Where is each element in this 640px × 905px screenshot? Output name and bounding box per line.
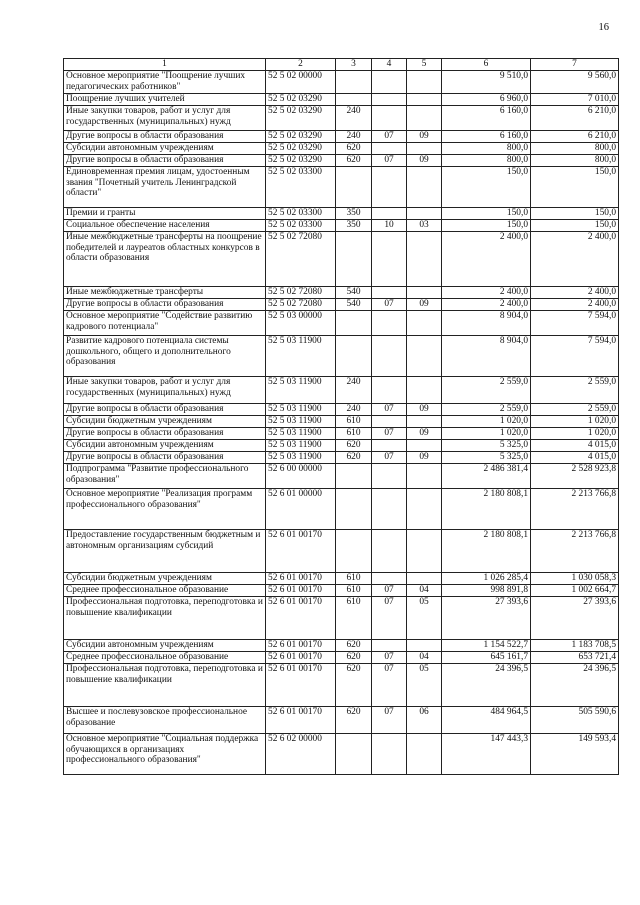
subsection-cell bbox=[407, 311, 442, 336]
table-row bbox=[64, 404, 619, 416]
target-article-code-cell: 52 6 00 00000 bbox=[266, 464, 336, 489]
amount-year-2-cell: 7 594,0 bbox=[531, 311, 619, 336]
subsection-cell: 09 bbox=[407, 404, 442, 416]
amount-year-2-cell: 800,0 bbox=[531, 143, 619, 155]
item-name-cell: Единовременная премия лицам, удостоенным звания "Почетный учитель Ленинградской области" bbox=[64, 167, 266, 208]
amount-year-1-cell: 150,0 bbox=[442, 220, 531, 232]
subsection-cell bbox=[407, 106, 442, 131]
amount-year-2-cell: 149 593,4 bbox=[531, 734, 619, 775]
amount-year-2-cell: 2 400,0 bbox=[531, 299, 619, 311]
subsection-cell bbox=[407, 573, 442, 585]
amount-year-2-cell: 505 590,6 bbox=[531, 707, 619, 734]
expense-type-cell: 610 bbox=[336, 416, 372, 428]
table-row bbox=[64, 336, 619, 377]
target-article-code-cell: 52 5 02 03290 bbox=[266, 155, 336, 167]
header-row bbox=[64, 59, 619, 71]
target-article-code-cell: 52 5 02 03290 bbox=[266, 131, 336, 143]
column-header: 3 bbox=[336, 59, 372, 71]
table-row bbox=[64, 377, 619, 404]
section-cell: 07 bbox=[372, 652, 407, 664]
target-article-code-cell: 52 5 03 00000 bbox=[266, 311, 336, 336]
subsection-cell bbox=[407, 94, 442, 106]
amount-year-2-cell: 4 015,0 bbox=[531, 440, 619, 452]
subsection-cell: 09 bbox=[407, 452, 442, 464]
table-row bbox=[64, 489, 619, 530]
table-row bbox=[64, 707, 619, 734]
table-row bbox=[64, 440, 619, 452]
amount-year-1-cell: 1 154 522,7 bbox=[442, 640, 531, 652]
column-header: 4 bbox=[372, 59, 407, 71]
amount-year-1-cell: 9 510,0 bbox=[442, 71, 531, 94]
table-row bbox=[64, 167, 619, 208]
target-article-code-cell: 52 5 02 03290 bbox=[266, 94, 336, 106]
item-name-cell: Профессиональная подготовка, переподготовка и повышение квалификации bbox=[64, 597, 266, 640]
item-name-cell: Другие вопросы в области образования bbox=[64, 155, 266, 167]
amount-year-2-cell: 24 396,5 bbox=[531, 664, 619, 707]
subsection-cell bbox=[407, 336, 442, 377]
expense-type-cell: 240 bbox=[336, 404, 372, 416]
section-cell bbox=[372, 573, 407, 585]
amount-year-2-cell: 6 210,0 bbox=[531, 106, 619, 131]
amount-year-1-cell: 2 559,0 bbox=[442, 377, 531, 404]
column-header: 7 bbox=[531, 59, 619, 71]
subsection-cell bbox=[407, 464, 442, 489]
table-body bbox=[64, 71, 619, 775]
subsection-cell bbox=[407, 377, 442, 404]
subsection-cell bbox=[407, 167, 442, 208]
item-name-cell: Другие вопросы в области образования bbox=[64, 428, 266, 440]
amount-year-1-cell: 998 891,8 bbox=[442, 585, 531, 597]
amount-year-2-cell: 800,0 bbox=[531, 155, 619, 167]
target-article-code-cell: 52 5 02 72080 bbox=[266, 287, 336, 299]
target-article-code-cell: 52 6 01 00170 bbox=[266, 652, 336, 664]
amount-year-1-cell: 800,0 bbox=[442, 155, 531, 167]
expense-type-cell: 620 bbox=[336, 155, 372, 167]
subsection-cell bbox=[407, 640, 442, 652]
table-row bbox=[64, 464, 619, 489]
amount-year-2-cell: 150,0 bbox=[531, 208, 619, 220]
amount-year-2-cell: 9 560,0 bbox=[531, 71, 619, 94]
column-header: 5 bbox=[407, 59, 442, 71]
amount-year-1-cell: 2 400,0 bbox=[442, 287, 531, 299]
target-article-code-cell: 52 6 02 00000 bbox=[266, 734, 336, 775]
item-name-cell: Другие вопросы в области образования bbox=[64, 131, 266, 143]
subsection-cell: 09 bbox=[407, 428, 442, 440]
amount-year-1-cell: 150,0 bbox=[442, 208, 531, 220]
expense-type-cell: 240 bbox=[336, 106, 372, 131]
item-name-cell: Высшее и послевузовское профессиональное образование bbox=[64, 707, 266, 734]
table-row bbox=[64, 232, 619, 287]
expense-type-cell bbox=[336, 530, 372, 573]
section-cell bbox=[372, 336, 407, 377]
expense-type-cell: 620 bbox=[336, 143, 372, 155]
item-name-cell: Основное мероприятие "Социальная поддержка обучающихся в организациях профессионального образования" bbox=[64, 734, 266, 775]
subsection-cell: 03 bbox=[407, 220, 442, 232]
target-article-code-cell: 52 5 02 03300 bbox=[266, 167, 336, 208]
amount-year-2-cell: 27 393,6 bbox=[531, 597, 619, 640]
table-row bbox=[64, 597, 619, 640]
amount-year-1-cell: 2 486 381,4 bbox=[442, 464, 531, 489]
amount-year-2-cell: 2 559,0 bbox=[531, 377, 619, 404]
amount-year-2-cell: 2 559,0 bbox=[531, 404, 619, 416]
section-cell bbox=[372, 106, 407, 131]
section-cell bbox=[372, 208, 407, 220]
amount-year-1-cell: 27 393,6 bbox=[442, 597, 531, 640]
section-cell bbox=[372, 167, 407, 208]
amount-year-2-cell: 1 020,0 bbox=[531, 416, 619, 428]
subsection-cell bbox=[407, 208, 442, 220]
target-article-code-cell: 52 5 03 11900 bbox=[266, 336, 336, 377]
table-row bbox=[64, 155, 619, 167]
table-row bbox=[64, 94, 619, 106]
section-cell: 07 bbox=[372, 585, 407, 597]
target-article-code-cell: 52 5 03 11900 bbox=[266, 452, 336, 464]
amount-year-2-cell: 1 002 664,7 bbox=[531, 585, 619, 597]
subsection-cell: 09 bbox=[407, 299, 442, 311]
target-article-code-cell: 52 5 02 03290 bbox=[266, 143, 336, 155]
amount-year-1-cell: 800,0 bbox=[442, 143, 531, 155]
amount-year-1-cell: 2 559,0 bbox=[442, 404, 531, 416]
target-article-code-cell: 52 5 02 72080 bbox=[266, 299, 336, 311]
section-cell: 07 bbox=[372, 664, 407, 707]
table-row bbox=[64, 143, 619, 155]
subsection-cell bbox=[407, 287, 442, 299]
expense-type-cell: 240 bbox=[336, 131, 372, 143]
amount-year-1-cell: 8 904,0 bbox=[442, 336, 531, 377]
table-row bbox=[64, 220, 619, 232]
table-row bbox=[64, 428, 619, 440]
section-cell bbox=[372, 734, 407, 775]
subsection-cell: 04 bbox=[407, 652, 442, 664]
expense-type-cell: 610 bbox=[336, 585, 372, 597]
table-row bbox=[64, 416, 619, 428]
table-row bbox=[64, 640, 619, 652]
expense-type-cell bbox=[336, 71, 372, 94]
expense-type-cell: 540 bbox=[336, 287, 372, 299]
section-cell: 07 bbox=[372, 155, 407, 167]
item-name-cell: Иные закупки товаров, работ и услуг для государственных (муниципальных) нужд bbox=[64, 106, 266, 131]
amount-year-1-cell: 1 020,0 bbox=[442, 428, 531, 440]
target-article-code-cell: 52 5 02 03290 bbox=[266, 106, 336, 131]
table-row bbox=[64, 652, 619, 664]
subsection-cell: 05 bbox=[407, 597, 442, 640]
column-header: 6 bbox=[442, 59, 531, 71]
item-name-cell: Другие вопросы в области образования bbox=[64, 452, 266, 464]
section-cell: 07 bbox=[372, 299, 407, 311]
table-row bbox=[64, 299, 619, 311]
amount-year-1-cell: 6 960,0 bbox=[442, 94, 531, 106]
target-article-code-cell: 52 5 02 00000 bbox=[266, 71, 336, 94]
amount-year-2-cell: 4 015,0 bbox=[531, 452, 619, 464]
amount-year-1-cell: 147 443,3 bbox=[442, 734, 531, 775]
table-row bbox=[64, 452, 619, 464]
target-article-code-cell: 52 5 03 11900 bbox=[266, 377, 336, 404]
target-article-code-cell: 52 5 02 03300 bbox=[266, 220, 336, 232]
target-article-code-cell: 52 5 03 11900 bbox=[266, 428, 336, 440]
item-name-cell: Иные межбюджетные трансферты на поощрение победителей и лауреатов областных конкурсов в области образования bbox=[64, 232, 266, 287]
item-name-cell: Развитие кадрового потенциала системы дошкольного, общего и дополнительного образования bbox=[64, 336, 266, 377]
section-cell bbox=[372, 94, 407, 106]
subsection-cell bbox=[407, 734, 442, 775]
section-cell bbox=[372, 416, 407, 428]
item-name-cell: Социальное обеспечение населения bbox=[64, 220, 266, 232]
target-article-code-cell: 52 6 01 00170 bbox=[266, 664, 336, 707]
item-name-cell: Другие вопросы в области образования bbox=[64, 404, 266, 416]
page-number: 16 bbox=[598, 22, 609, 33]
expense-type-cell bbox=[336, 336, 372, 377]
expense-type-cell bbox=[336, 489, 372, 530]
item-name-cell: Другие вопросы в области образования bbox=[64, 299, 266, 311]
section-cell bbox=[372, 489, 407, 530]
amount-year-2-cell: 653 721,4 bbox=[531, 652, 619, 664]
item-name-cell: Премии и гранты bbox=[64, 208, 266, 220]
item-name-cell: Субсидии бюджетным учреждениям bbox=[64, 573, 266, 585]
section-cell bbox=[372, 530, 407, 573]
section-cell bbox=[372, 440, 407, 452]
section-cell: 07 bbox=[372, 131, 407, 143]
target-article-code-cell: 52 5 03 11900 bbox=[266, 416, 336, 428]
amount-year-1-cell: 150,0 bbox=[442, 167, 531, 208]
expense-type-cell: 620 bbox=[336, 640, 372, 652]
amount-year-2-cell: 1 030 058,3 bbox=[531, 573, 619, 585]
expense-type-cell: 610 bbox=[336, 573, 372, 585]
amount-year-2-cell: 150,0 bbox=[531, 167, 619, 208]
amount-year-2-cell: 2 213 766,8 bbox=[531, 489, 619, 530]
expense-type-cell: 540 bbox=[336, 299, 372, 311]
amount-year-2-cell: 7 010,0 bbox=[531, 94, 619, 106]
section-cell: 07 bbox=[372, 452, 407, 464]
target-article-code-cell: 52 6 01 00170 bbox=[266, 707, 336, 734]
budget-table bbox=[63, 58, 619, 775]
section-cell: 07 bbox=[372, 428, 407, 440]
column-header: 2 bbox=[266, 59, 336, 71]
table-row bbox=[64, 131, 619, 143]
amount-year-1-cell: 6 160,0 bbox=[442, 106, 531, 131]
item-name-cell: Предоставление государственным бюджетным и автономным организациям субсидий bbox=[64, 530, 266, 573]
amount-year-2-cell: 2 528 923,8 bbox=[531, 464, 619, 489]
table-row bbox=[64, 585, 619, 597]
item-name-cell: Подпрограмма "Развитие профессионального образования" bbox=[64, 464, 266, 489]
amount-year-2-cell: 7 594,0 bbox=[531, 336, 619, 377]
amount-year-1-cell: 1 026 285,4 bbox=[442, 573, 531, 585]
item-name-cell: Среднее профессиональное образование bbox=[64, 585, 266, 597]
expense-type-cell: 610 bbox=[336, 597, 372, 640]
subsection-cell bbox=[407, 71, 442, 94]
amount-year-1-cell: 2 180 808,1 bbox=[442, 489, 531, 530]
expense-type-cell bbox=[336, 94, 372, 106]
target-article-code-cell: 52 6 01 00000 bbox=[266, 489, 336, 530]
expense-type-cell: 350 bbox=[336, 220, 372, 232]
subsection-cell bbox=[407, 143, 442, 155]
item-name-cell: Основное мероприятие "Содействие развитию кадрового потенциала" bbox=[64, 311, 266, 336]
item-name-cell: Иные закупки товаров, работ и услуг для государственных (муниципальных) нужд bbox=[64, 377, 266, 404]
subsection-cell bbox=[407, 530, 442, 573]
target-article-code-cell: 52 6 01 00170 bbox=[266, 597, 336, 640]
target-article-code-cell: 52 6 01 00170 bbox=[266, 530, 336, 573]
section-cell bbox=[372, 640, 407, 652]
expense-type-cell: 620 bbox=[336, 440, 372, 452]
table-row bbox=[64, 734, 619, 775]
amount-year-1-cell: 6 160,0 bbox=[442, 131, 531, 143]
amount-year-1-cell: 484 964,5 bbox=[442, 707, 531, 734]
expense-type-cell: 620 bbox=[336, 452, 372, 464]
item-name-cell: Субсидии автономным учреждениям bbox=[64, 440, 266, 452]
item-name-cell: Основное мероприятие "Реализация программ профессионального образования" bbox=[64, 489, 266, 530]
item-name-cell: Иные межбюджетные трансферты bbox=[64, 287, 266, 299]
expense-type-cell: 620 bbox=[336, 652, 372, 664]
amount-year-1-cell: 2 400,0 bbox=[442, 232, 531, 287]
amount-year-1-cell: 2 180 808,1 bbox=[442, 530, 531, 573]
amount-year-2-cell: 6 210,0 bbox=[531, 131, 619, 143]
target-article-code-cell: 52 6 01 00170 bbox=[266, 573, 336, 585]
section-cell: 07 bbox=[372, 707, 407, 734]
amount-year-1-cell: 1 020,0 bbox=[442, 416, 531, 428]
amount-year-2-cell: 2 400,0 bbox=[531, 232, 619, 287]
section-cell bbox=[372, 311, 407, 336]
target-article-code-cell: 52 5 03 11900 bbox=[266, 404, 336, 416]
table-row bbox=[64, 287, 619, 299]
item-name-cell: Поощрение лучших учителей bbox=[64, 94, 266, 106]
amount-year-1-cell: 645 161,7 bbox=[442, 652, 531, 664]
amount-year-1-cell: 5 325,0 bbox=[442, 440, 531, 452]
amount-year-2-cell: 150,0 bbox=[531, 220, 619, 232]
amount-year-2-cell: 1 183 708,5 bbox=[531, 640, 619, 652]
amount-year-1-cell: 24 396,5 bbox=[442, 664, 531, 707]
table-row bbox=[64, 664, 619, 707]
target-article-code-cell: 52 6 01 00170 bbox=[266, 585, 336, 597]
target-article-code-cell: 52 5 03 11900 bbox=[266, 440, 336, 452]
table-row bbox=[64, 573, 619, 585]
expense-type-cell: 240 bbox=[336, 377, 372, 404]
amount-year-2-cell: 1 020,0 bbox=[531, 428, 619, 440]
subsection-cell bbox=[407, 489, 442, 530]
amount-year-1-cell: 8 904,0 bbox=[442, 311, 531, 336]
item-name-cell: Среднее профессиональное образование bbox=[64, 652, 266, 664]
subsection-cell bbox=[407, 232, 442, 287]
target-article-code-cell: 52 5 02 72080 bbox=[266, 232, 336, 287]
expense-type-cell bbox=[336, 734, 372, 775]
expense-type-cell: 620 bbox=[336, 664, 372, 707]
amount-year-1-cell: 2 400,0 bbox=[442, 299, 531, 311]
subsection-cell bbox=[407, 440, 442, 452]
section-cell: 10 bbox=[372, 220, 407, 232]
subsection-cell: 06 bbox=[407, 707, 442, 734]
expense-type-cell bbox=[336, 167, 372, 208]
expense-type-cell bbox=[336, 311, 372, 336]
section-cell bbox=[372, 287, 407, 299]
subsection-cell bbox=[407, 416, 442, 428]
section-cell bbox=[372, 232, 407, 287]
item-name-cell: Профессиональная подготовка, переподготовка и повышение квалификации bbox=[64, 664, 266, 707]
table-row bbox=[64, 311, 619, 336]
section-cell: 07 bbox=[372, 597, 407, 640]
expense-type-cell: 620 bbox=[336, 707, 372, 734]
target-article-code-cell: 52 6 01 00170 bbox=[266, 640, 336, 652]
table-row bbox=[64, 71, 619, 94]
item-name-cell: Субсидии автономным учреждениям bbox=[64, 640, 266, 652]
item-name-cell: Основное мероприятие "Поощрение лучших педагогических работников" bbox=[64, 71, 266, 94]
table-row bbox=[64, 106, 619, 131]
item-name-cell: Субсидии бюджетным учреждениям bbox=[64, 416, 266, 428]
section-cell bbox=[372, 71, 407, 94]
amount-year-2-cell: 2 400,0 bbox=[531, 287, 619, 299]
section-cell bbox=[372, 464, 407, 489]
amount-year-2-cell: 2 213 766,8 bbox=[531, 530, 619, 573]
section-cell: 07 bbox=[372, 404, 407, 416]
expense-type-cell: 350 bbox=[336, 208, 372, 220]
expense-type-cell bbox=[336, 232, 372, 287]
expense-type-cell bbox=[336, 464, 372, 489]
item-name-cell: Субсидии автономным учреждениям bbox=[64, 143, 266, 155]
subsection-cell: 05 bbox=[407, 664, 442, 707]
section-cell bbox=[372, 377, 407, 404]
column-header: 1 bbox=[64, 59, 266, 71]
subsection-cell: 04 bbox=[407, 585, 442, 597]
table-row bbox=[64, 530, 619, 573]
amount-year-1-cell: 5 325,0 bbox=[442, 452, 531, 464]
subsection-cell: 09 bbox=[407, 131, 442, 143]
expense-type-cell: 610 bbox=[336, 428, 372, 440]
target-article-code-cell: 52 5 02 03300 bbox=[266, 208, 336, 220]
subsection-cell: 09 bbox=[407, 155, 442, 167]
table-row bbox=[64, 208, 619, 220]
section-cell bbox=[372, 143, 407, 155]
